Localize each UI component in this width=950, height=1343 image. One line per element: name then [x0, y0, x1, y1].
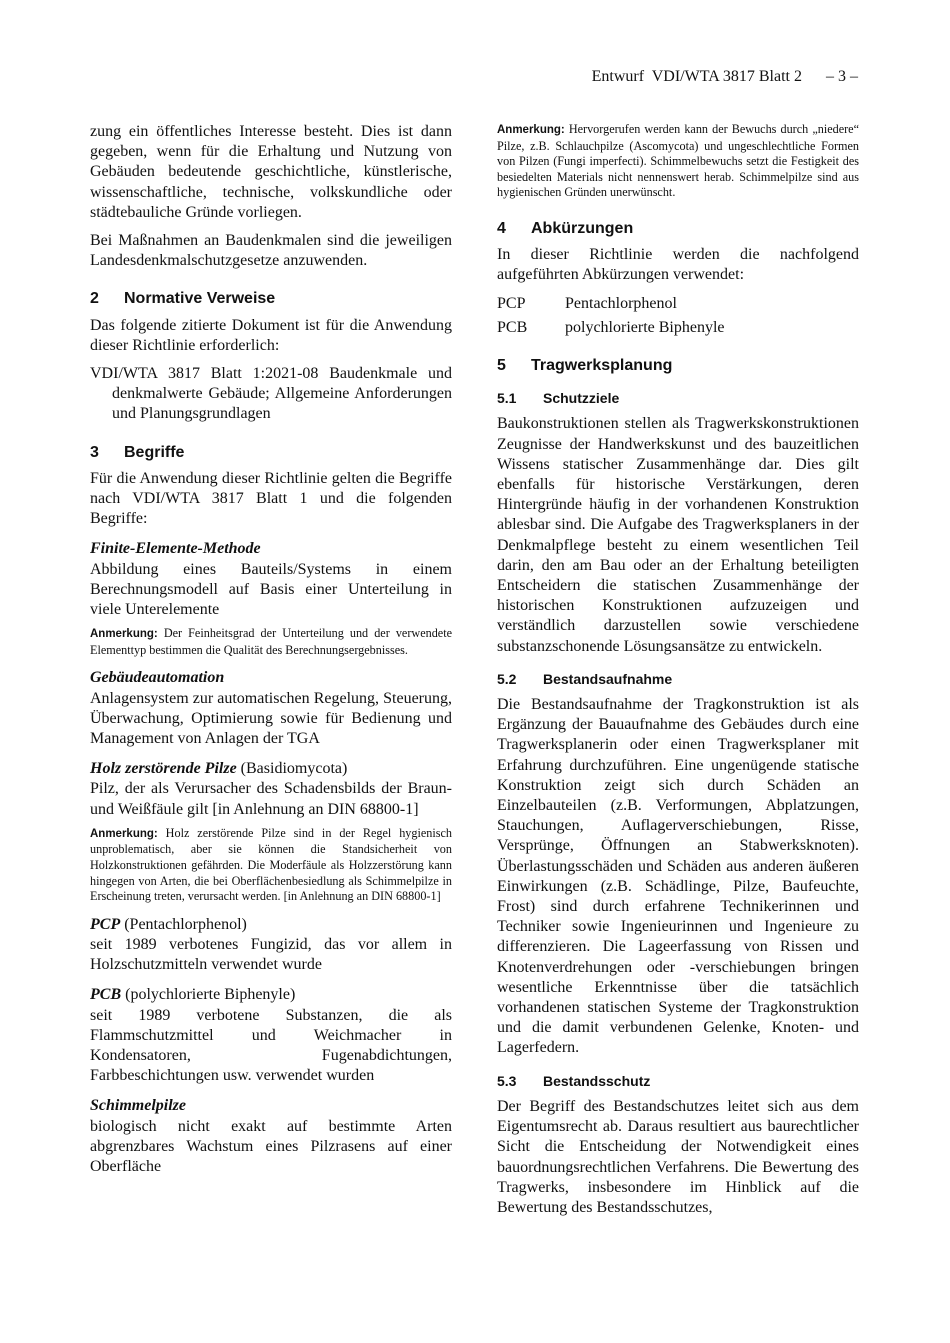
term-pcp: [90, 915, 452, 935]
section-5-1-number: 5.1: [497, 390, 517, 407]
definition-pcp: seit 1989 verbotenes Fungizid, das vor allem in Holzschutzmitteln verwendet wurde: [90, 936, 452, 974]
section-5-2-paragraph: Die Bestandsaufnahme der Tragkonstruktion ist als Ergänzung der Bauaufnahme des Gebäudes durch eine Tragwerksplanerin oder einen Tragwerksplaner mit Erfahrung durchzuführen. Eine ungenügende statische Konstruktion zeigt sich durch Schäden an Einzelbauteilen (z.B. Verformungen, Abplatzungen, Stauchungen, Auflagerverschiebungen, Risse, Versprünge, Öffnungen an Stabwerksknoten). Überlastungsschäden und Schäden aus anderen äußeren Einwirkungen (z.B. Schädlinge, Pilze, Baufeuchte, Frost) sind durch erfahrene Technikerinnen und Techniker sowie Ingenieurinnen und Ingenieure zu differenzieren. Die Lageerfassung von Rissen und Knotenverdrehungen oder -verschiebungen bringen wesentliche Erkenntnisse über die tatsächlich vorhandenen statischen Systeme der Tragkonstruktion und die damit verbundenen Gelenke, Knoten- und Lagerfedern.: [497, 696, 859, 1057]
definition-gebaeudeautomation: Anlagensystem zur automatischen Regelung, Steuerung, Überwachung, Optimierung sowie für Bedienung und Management von Anlagen der TGA: [90, 689, 452, 748]
abbreviation-key: PCP: [497, 294, 526, 312]
section-5-3-heading: [497, 1071, 859, 1091]
header-page-number: – 3 –: [826, 68, 858, 85]
section-4-paragraph: In dieser Richtlinie werden die nachfolgend aufgeführten Abkürzungen verwendet:: [497, 246, 859, 284]
note-label: Anmerkung:: [90, 827, 158, 840]
abbreviation-row: [497, 294, 859, 314]
term-schimmelpilze: Schimmelpilze: [90, 1097, 186, 1115]
section-5-1-heading: [497, 388, 859, 408]
definition-holz-zerstoerende-pilze: Pilz, der als Verursacher des Schadensbilds der Braun- und Weißfäule gilt [in Anlehnung an DIN 68800-1]: [90, 780, 452, 818]
term-finite-elemente: Finite-Elemente-Methode: [90, 540, 261, 558]
section-3-paragraph: Für die Anwendung dieser Richtlinie gelten die Begriffe nach VDI/WTA 3817 Blatt 1 und die folgenden Begriffe:: [90, 469, 452, 528]
section-3-heading: [90, 443, 452, 463]
section-4-heading: [497, 219, 859, 239]
term-text: Holz zerstörende Pilze: [90, 760, 237, 778]
section-5-3-paragraph: Der Begriff des Bestandschutzes leitet sich aus dem Eigentumsrecht ab. Daraus resultiert aus baurechtlicher Sicht die Entscheidung der Notwendigkeit eines bauordnungsrechtlichen Verfahrens. Die Bewertung des Tragwerks, insbesondere im Hinblick auf die Bewertung des Bestandsschutzes,: [497, 1097, 859, 1216]
intro-paragraph-1: zung ein öffentliches Interesse besteht. Dies ist dann gegeben, wenn für die Erhaltung und Nutzung von Gebäuden bedeutende geschichtliche, künstlerische, wissenschaftliche, technische, volkskundliche oder städtebauliche Gründe vorliegen.: [90, 123, 452, 221]
term-extra: (Basidiomycota): [236, 760, 348, 778]
section-5-1-paragraph: Baukonstruktionen stellen als Tragwerkskonstruktionen Zeugnisse der Handwerkskunst und des bauzeitlichen Wissens statischer Zusammenhänge dar. Dies gilt ebenfalls für historische Verstärkungen, deren Hintergründe häufig in der vorhandenen Konstruktion ablesbar sind. Die Aufgabe des Tragwerksplaners in der Denkmalpflege besteht zu einem wesentlichen Teil darin, den am Bau oder an der Erhaltung beteiligten Entscheidern die statischen Zusammenhänge der historischen Konstruktionen aufzuzeigen und verständlich darzustellen sowie verschiedene substanzschonende Lösungsansätze zu entwickeln.: [497, 415, 859, 655]
note-schimmelpilze: [497, 122, 859, 201]
section-5-2-title: Bestandsaufnahme: [543, 670, 673, 687]
abbreviation-value: polychlorierte Biphenyle: [565, 318, 725, 336]
section-2-paragraph: Das folgende zitierte Dokument ist für die Anwendung dieser Richtlinie erforderlich:: [90, 316, 452, 354]
intro-paragraph-2: Bei Maßnahmen an Baudenkmalen sind die jeweiligen Landesdenkmalschutzgesetze anzuwenden.: [90, 232, 452, 270]
note-label: Anmerkung:: [497, 124, 565, 136]
term-gebaeudeautomation: Gebäudeautomation: [90, 669, 225, 687]
term-text: PCP: [90, 915, 121, 933]
note-text: Holz zerstörende Pilze sind in der Regel hygienisch unproblematisch, aber sie können die Standsicherheit von Holzkonstruktionen gefährden. Die Moderfäule als Holzzerstörung kann hingegen von Arten, die bei Oberflächenbesiedlung als Schimmelpilze in Erscheinung treten, verursacht werden. [in Anlehnung an DIN 68800-1]: [90, 825, 452, 904]
section-2-title: Normative Verweise: [124, 290, 276, 308]
section-5-title: Tragwerksplanung: [531, 356, 673, 374]
note-label: Anmerkung:: [90, 628, 158, 641]
term-holz-zerstoerende-pilze: [90, 759, 452, 779]
abbreviation-key: PCB: [497, 318, 528, 336]
note-finite-elemente: [90, 626, 452, 658]
abbreviation-value: Pentachlorphenol: [565, 294, 677, 312]
definition-pcb: seit 1989 verbotene Substanzen, die als Flammschutzmittel und Weichmacher in Kondensatoren, Fugenabdichtungen, Farbbeschichtungen usw. verwendet wurden: [90, 1006, 452, 1085]
section-5-1-title: Schutzziele: [543, 390, 620, 407]
abbreviation-row: [497, 318, 859, 338]
left-column: [90, 122, 452, 1183]
section-2-number: 2: [90, 290, 99, 308]
term-text: PCB: [90, 986, 122, 1004]
term-extra: (polychlorierte Biphenyle): [121, 986, 296, 1004]
section-5-2-number: 5.2: [497, 670, 517, 687]
term-extra: (Pentachlorphenol): [120, 915, 247, 933]
term-pcb: [90, 985, 452, 1005]
normative-reference: VDI/WTA 3817 Blatt 1:2021-08 Baudenkmale und denkmalwerte Gebäude; Allgemeine Anforderungen und Planungsgrundlagen: [90, 365, 452, 423]
section-4-title: Abkürzungen: [531, 219, 634, 237]
section-5-number: 5: [497, 356, 506, 374]
note-text: Der Feinheitsgrad der Unterteilung und der verwendete Elementtyp bestimmen die Qualität des Berechnungsergebnisses.: [90, 626, 453, 657]
section-2-heading: [90, 289, 452, 309]
header-document-id: Entwurf VDI/WTA 3817 Blatt 2: [591, 68, 802, 85]
section-5-heading: [497, 356, 859, 376]
note-text: Hervorgerufen werden kann der Bewuchs durch „niedere“ Pilze, z.B. Schlauchpilze (Ascomycota) und ungeschlechtliche Formen von Pilzen (Fungi imperfecti). Schimmelbewuchs setzt die Festigkeit des besiedelten Materials nicht nennenswert herab. Schimmelpilze sind aus hygienischen Gründen unerwünscht.: [497, 122, 859, 200]
section-3-number: 3: [90, 443, 99, 461]
note-holz-zerstoerende-pilze: [90, 826, 452, 905]
right-column: [497, 122, 859, 1226]
section-4-number: 4: [497, 219, 506, 237]
section-5-3-number: 5.3: [497, 1072, 517, 1089]
section-5-3-title: Bestandsschutz: [543, 1072, 651, 1089]
section-5-2-heading: [497, 669, 859, 689]
definition-finite-elemente: Abbildung eines Bauteils/Systems in einem Berechnungsmodell auf Basis einer Unterteilung in viele Unterelemente: [90, 560, 452, 619]
page-header: [592, 68, 858, 86]
definition-schimmelpilze: biologisch nicht exakt auf bestimmte Arten abgrenzbares Wachstum eines Pilzrasens auf einer Oberfläche: [90, 1117, 452, 1176]
section-3-title: Begriffe: [124, 443, 185, 461]
